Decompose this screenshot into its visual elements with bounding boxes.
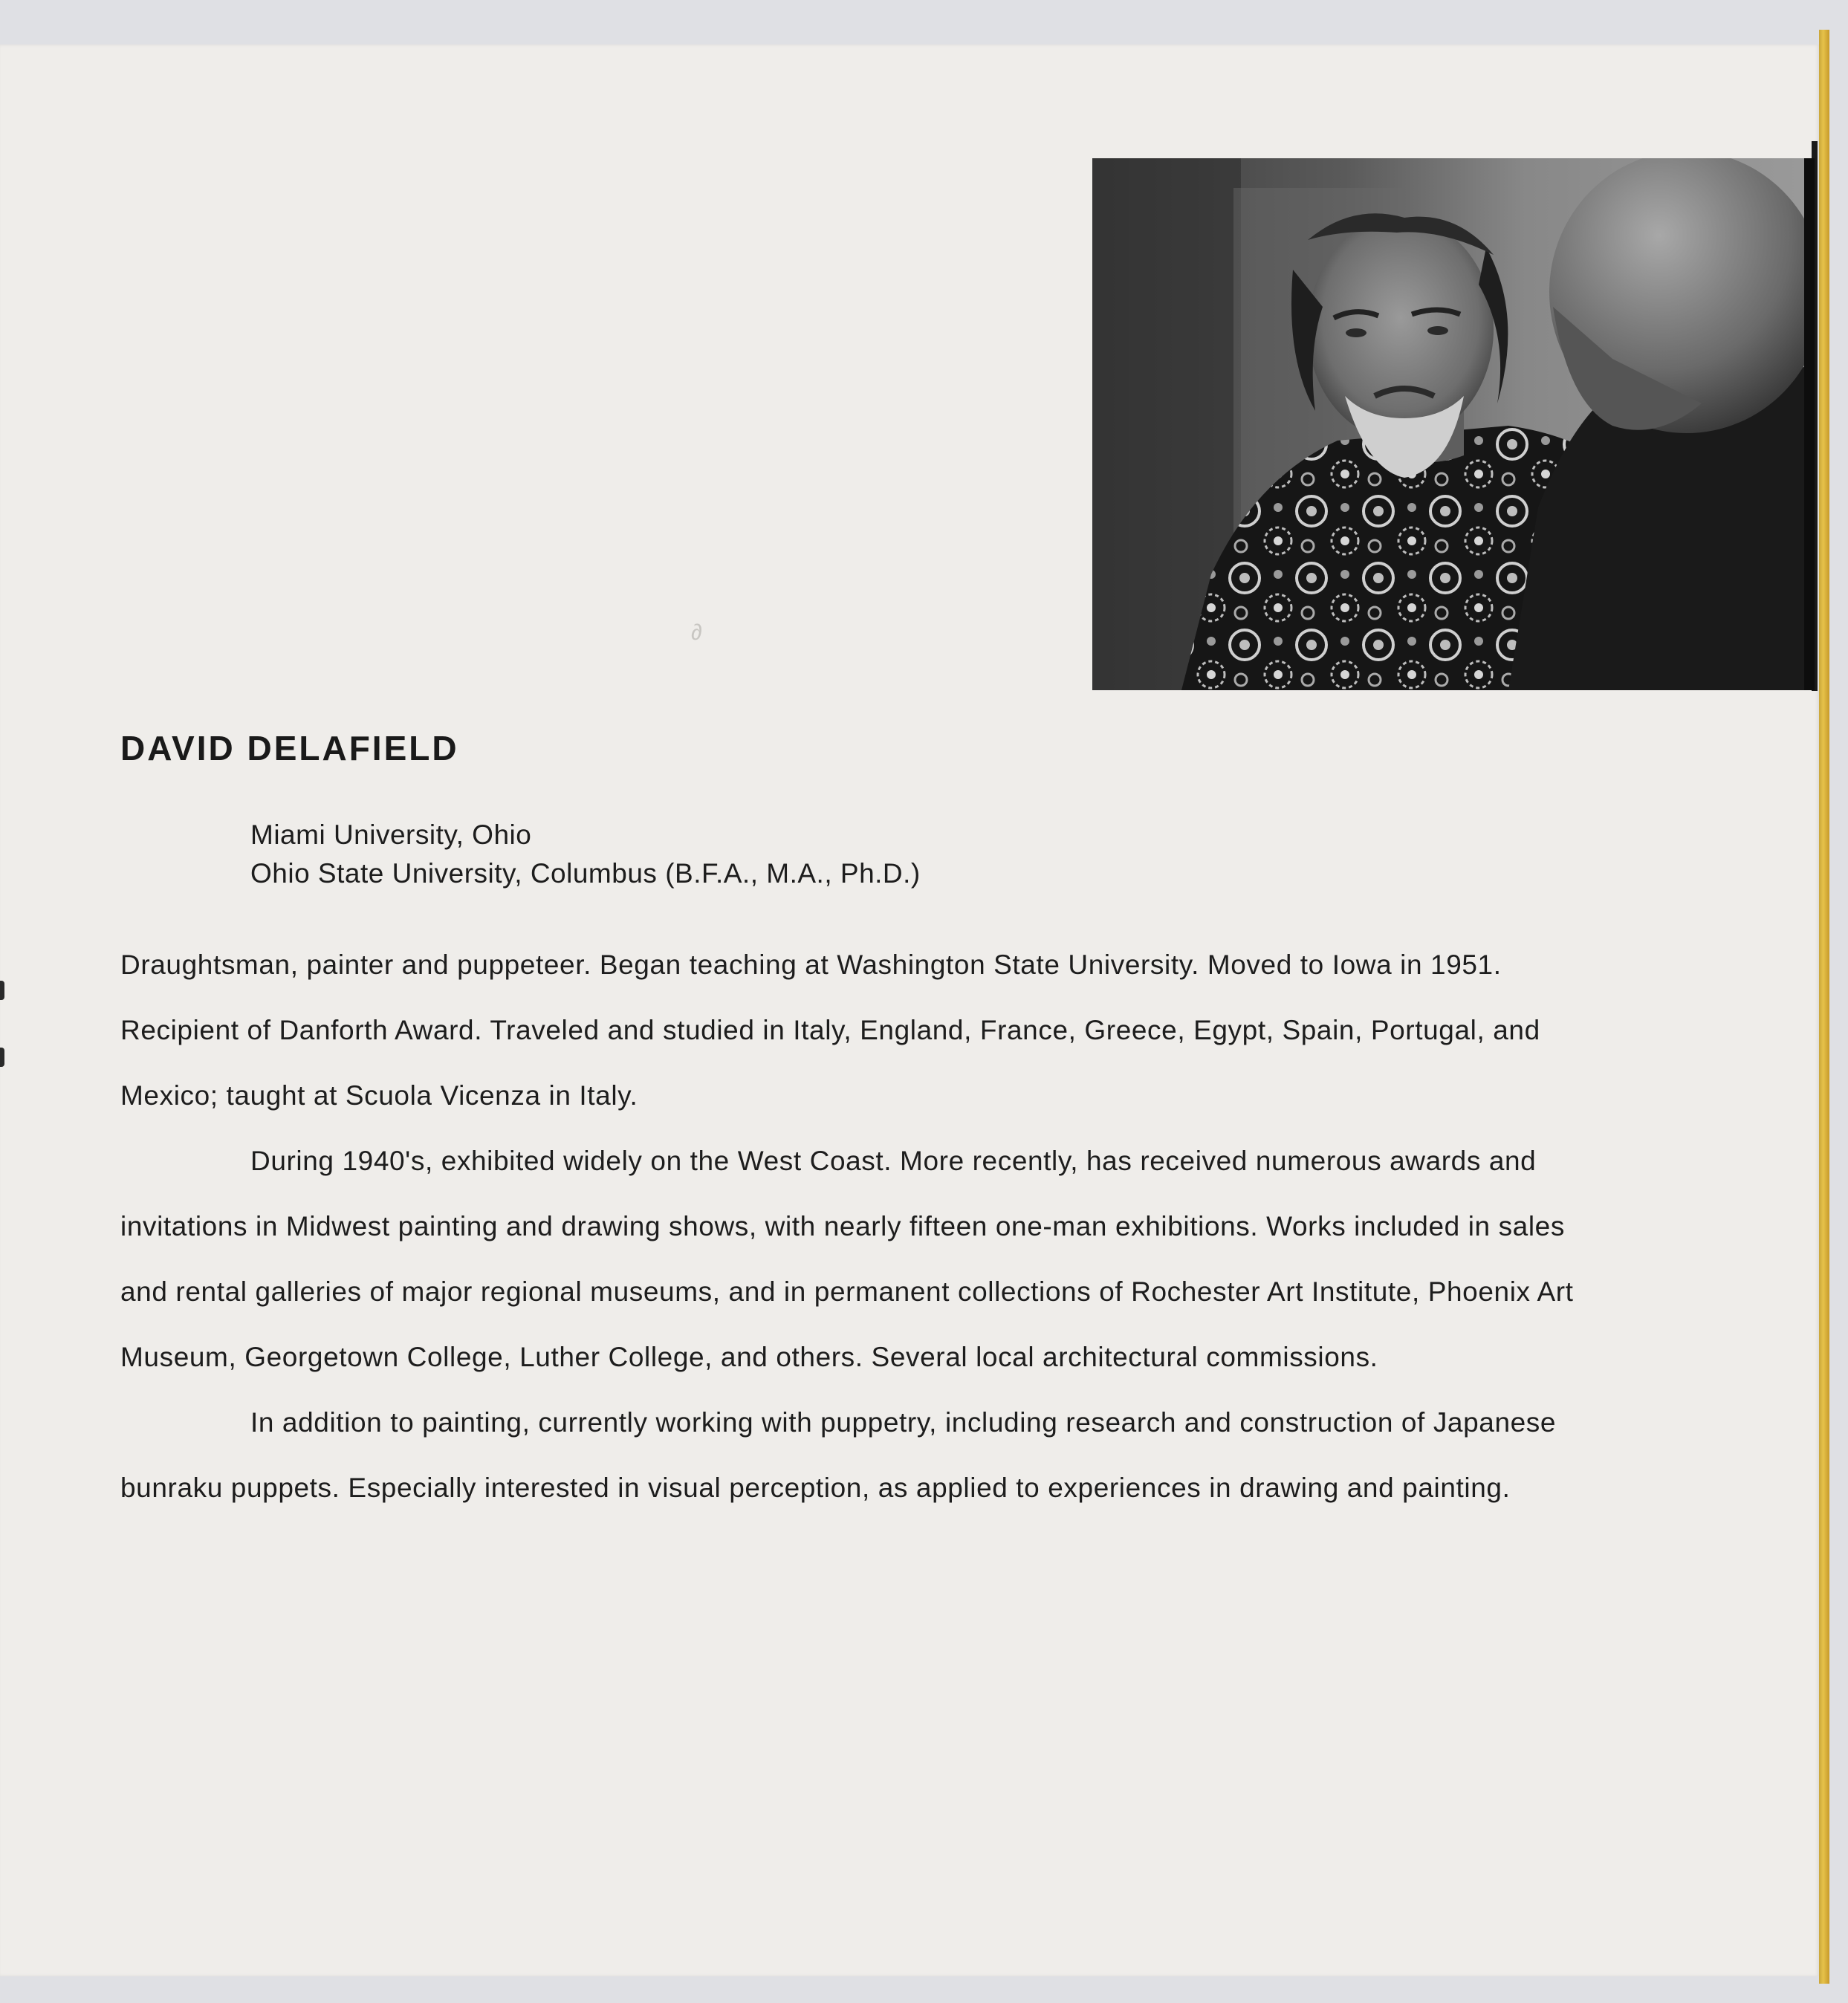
education-line: Ohio State University, Columbus (B.F.A., M.A., Ph.D.) <box>250 858 921 889</box>
education-line: Miami University, Ohio <box>250 819 532 850</box>
book-spine-edge <box>1819 30 1829 1984</box>
bio-paragraph: During 1940's, exhibited widely on the West Coast. More recently, has received numerous awards and invitations in Midwest painting and drawing shows, with nearly fifteen one-man exhibitions. Works included in sales and rental galleries of major regional museums, and in permanent collections of Rochester Art Institute, Phoenix Art Museum, Georgetown College, Luther College, and others. Several local architectural commissions. <box>120 1146 1574 1372</box>
bio-paragraph: Draughtsman, painter and puppeteer. Began teaching at Washington State University. Moved to Iowa in 1951. Recipient of Danforth Award. Traveled and studied in Italy, England, France, Greece, Egypt, Spain, Portugal, and Mexico; taught at Scuola Vicenza in Italy. <box>120 949 1540 1111</box>
portrait-photo <box>1092 158 1815 690</box>
binding-mark <box>0 1048 4 1067</box>
biography-text <box>120 932 1592 1521</box>
photo-illustration <box>1092 158 1815 690</box>
binding-mark <box>0 981 4 1000</box>
education-block <box>250 816 921 893</box>
artist-name-heading: DAVID DELAFIELD <box>120 729 459 767</box>
paper-blemish: ∂ <box>691 620 702 645</box>
bio-paragraph: In addition to painting, currently working with puppetry, including research and construction of Japanese bunraku puppets. Especially interested in visual perception, as applied to experiences in drawing and painting. <box>120 1407 1557 1503</box>
